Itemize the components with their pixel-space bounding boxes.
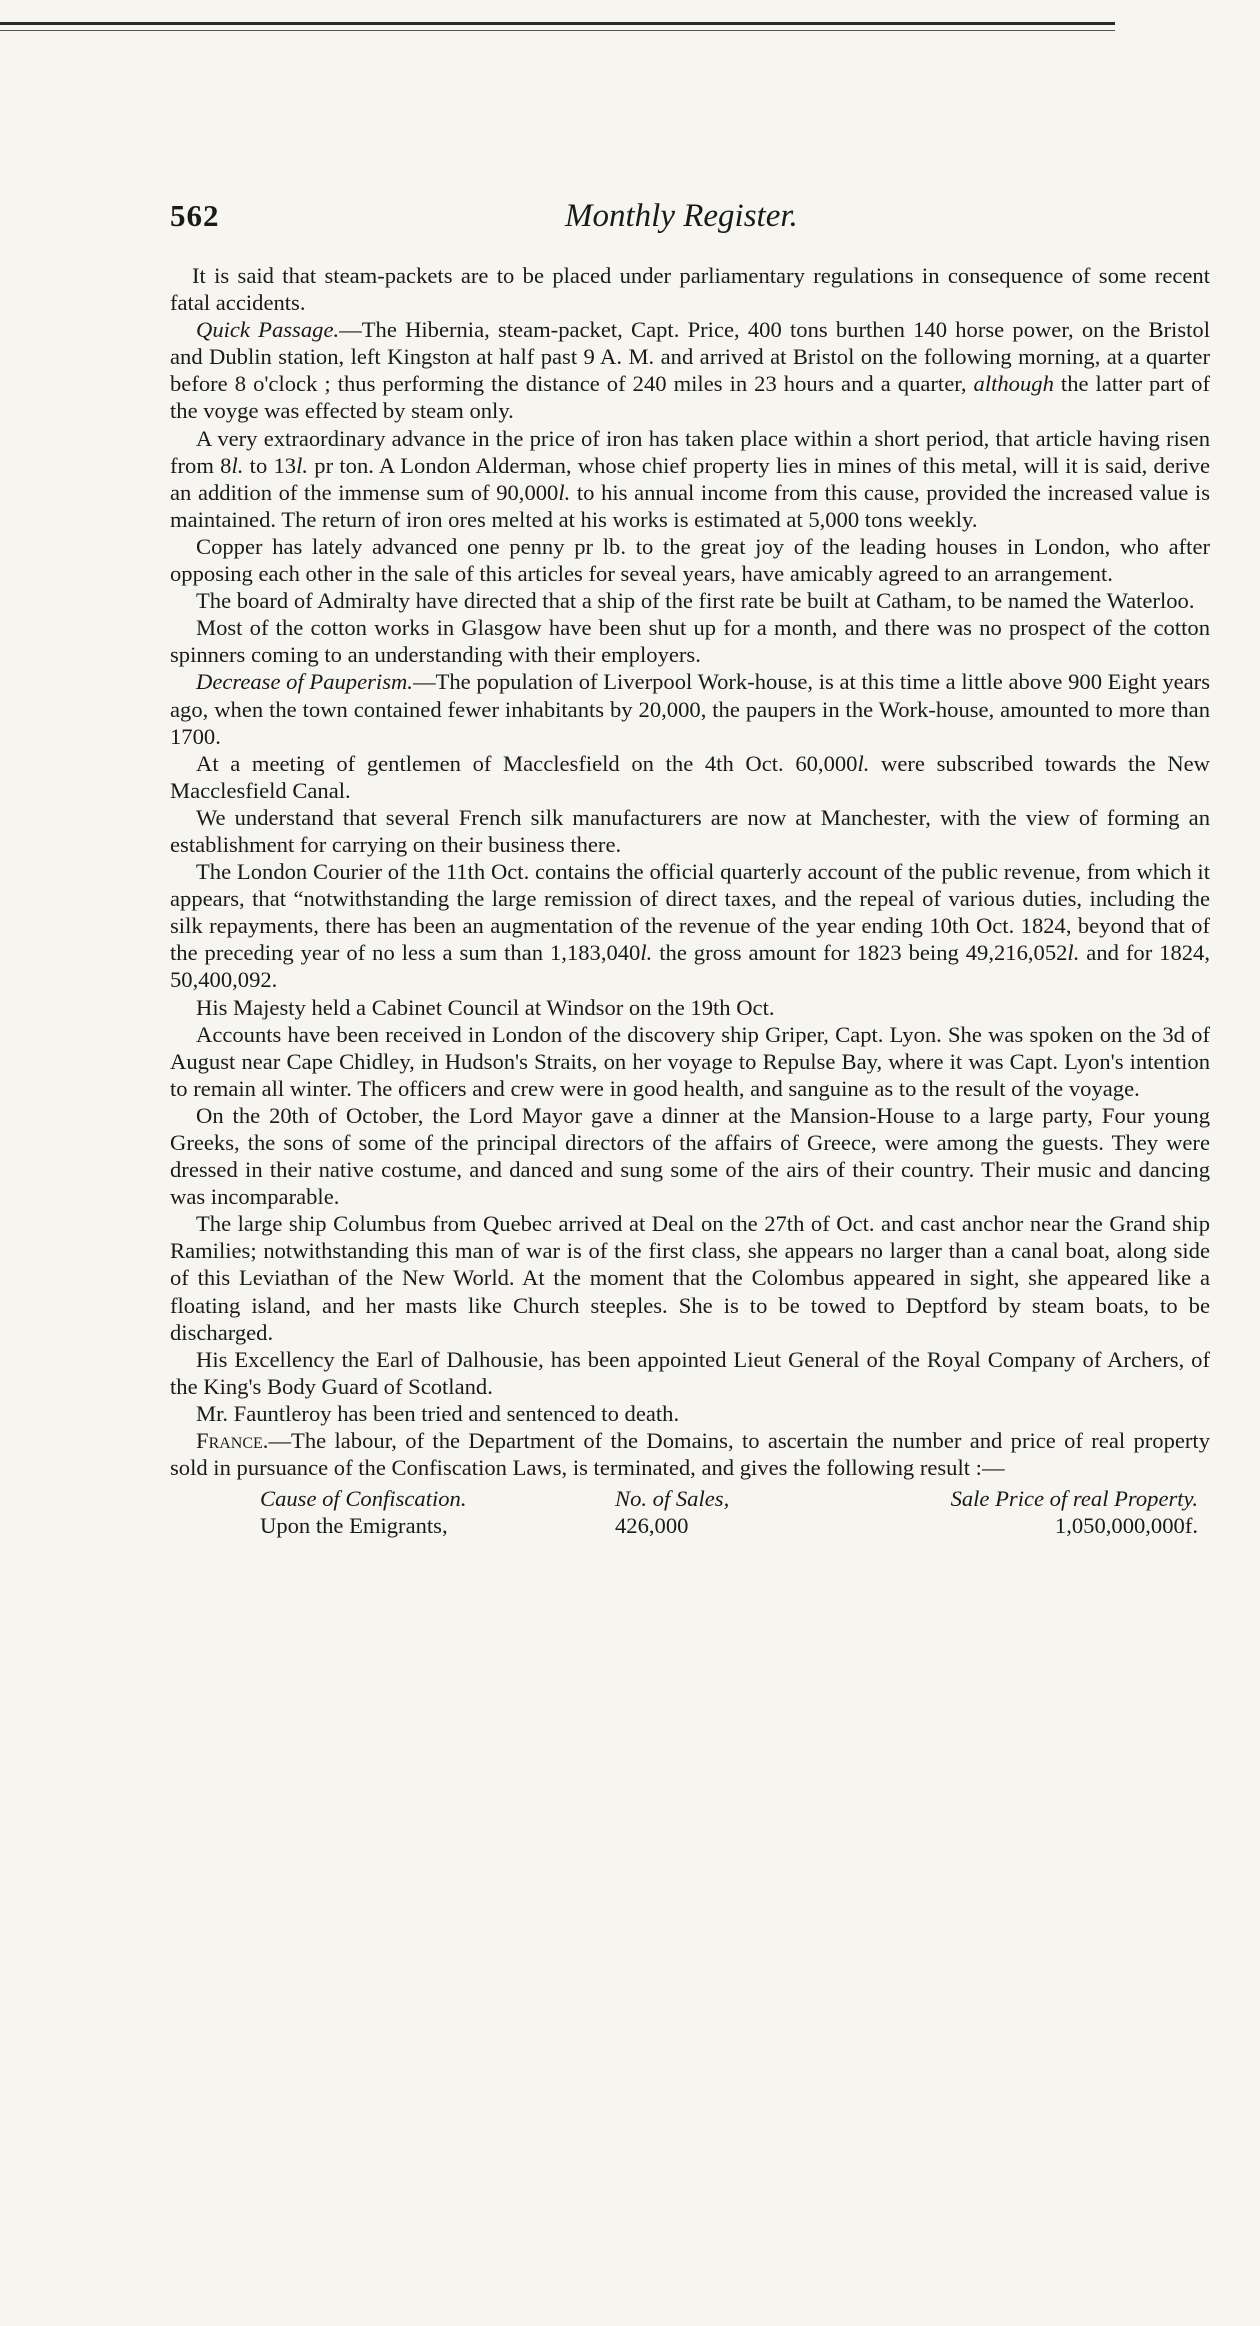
paragraph-copper: Copper has lately advanced one penny pr lb. to the great joy of the leading houses in London, who after opposing each other in the sale of this articles for seveal years, have amicably agreed to an arrangement. <box>170 533 1210 587</box>
running-title: Monthly Register. <box>565 198 798 234</box>
header-cause: Cause of Confiscation. <box>260 1486 467 1512</box>
paragraph-dalhousie: His Excellency the Earl of Dalhousie, has been appointed Lieut General of the Royal Company of Archers, of the King's Body Guard of Scotland. <box>170 1346 1210 1399</box>
paragraph-glasgow-cotton: Most of the cotton works in Glasgow have been shut up for a month, and there was no prospect of the cotton spinners coming to an understanding with their employers. <box>170 615 1210 668</box>
table-header-row <box>170 1485 1210 1512</box>
paragraph-revenue: The London Courier of the 11th Oct. contains the official quarterly account of the public revenue, from which it appears, that “notwithstanding the large remission of direct taxes, and the repeal of various duties, including the silk repayments, there has been an augmentation of the revenue of the year ending 10th Oct. 1824, beyond that of the preceding year of no less a sum than 1,183,040l. the gross amount for 1823 being 49,216,052l. and for 1824, 50,400,092. <box>170 859 1211 993</box>
header-sales: No. of Sales, <box>615 1486 730 1512</box>
page-number: 562 <box>170 198 220 233</box>
paragraph-iron-price: A very extraordinary advance in the price of iron has taken place within a short period, that article having risen from 8l. to 13l. pr ton. A London Alderman, whose chief property lies in mines of this metal, will it is said, derive an addition of the immense sum of 90,000l. to his annual income from this cause, provided the increased value is maintained. The return of iron ores melted at his works is estimated at 5,000 tons weekly. <box>170 425 1211 532</box>
article-body <box>170 262 1210 1539</box>
table-row <box>170 1512 1210 1539</box>
cell-cause: Upon the Emigrants, <box>260 1513 448 1539</box>
paragraph-macclesfield: At a meeting of gentlemen of Macclesfield on the 4th Oct. 60,000l. were subscribed towards the New Macclesfield Canal. <box>170 750 1210 803</box>
page-header <box>170 198 1210 238</box>
cell-sales: 426,000 <box>615 1513 689 1539</box>
paragraph-fauntleroy: Mr. Fauntleroy has been tried and sentenced to death. <box>196 1400 680 1426</box>
paragraph-admiralty: The board of Admiralty have directed that a ship of the first rate be built at Catham, to be named the Waterloo. <box>196 588 1195 614</box>
header-price: Sale Price of real Property. <box>950 1486 1198 1512</box>
paragraph-pauperism: Decrease of Pauperism.—The population of Liverpool Work-house, is at this time a little above 900 Eight years ago, when the town contained fewer inhabitants by 20,000, the paupers in the Work-house, amounted to more than 1700. <box>170 669 1210 749</box>
paragraph-steam-packets: It is said that steam-packets are to be placed under parliamentary regulations in consequence of some recent fatal accidents. <box>170 263 1210 316</box>
top-rule-thin <box>0 30 1115 31</box>
section-lead: Decrease of Pauperism. <box>196 669 413 695</box>
top-rule <box>0 22 1115 25</box>
paragraph-columbus: The large ship Columbus from Quebec arrived at Deal on the 27th of Oct. and cast anchor near the Grand ship Ramilies; notwithstanding this man of war is of the first class, she appears no larger than a canal boat, along side of this Leviathan of the New World. At the moment that the Colombus appeared in sight, she appeared like a floating island, and her masts like Church steeples. She is to be towed to Deptford by steam boats, to be discharged. <box>170 1211 1210 1345</box>
paragraph-cabinet-council: His Majesty held a Cabinet Council at Windsor on the 19th Oct. <box>196 994 775 1020</box>
section-lead: Quick Passage. <box>196 317 340 343</box>
paragraph-griper: Accounts have been received in London of the discovery ship Griper, Capt. Lyon. She was spoken on the 3d of August near Cape Chidley, in Hudson's Straits, on her voyage to Repulse Bay, where it was Capt. Lyon's intention to remain all winter. The officers and crew were in good health, and sanguine as to the result of the voyage. <box>170 1021 1210 1101</box>
paragraph-france: France.—The labour, of the Department of the Domains, to ascertain the number and price of real property sold in pursuance of the Confiscation Laws, is terminated, and gives the following result :— <box>170 1428 1210 1481</box>
confiscation-table <box>170 1485 1210 1539</box>
section-lead: France. <box>196 1428 269 1454</box>
cell-price: 1,050,000,000f. <box>1054 1513 1198 1539</box>
paragraph-quick-passage: Quick Passage.—The Hibernia, steam-packet, Capt. Price, 400 tons burthen 140 horse power, on the Bristol and Dublin station, left Kingston at half past 9 A. M. and arrived at Bristol on the following morning, at a quarter before 8 o'clock ; thus performing the distance of 240 miles in 23 hours and a quarter, although the latter part of the voyge was effected by steam only. <box>170 317 1210 424</box>
paragraph-french-silk: We understand that several French silk manufacturers are now at Manchester, with the view of forming an establishment for carrying on their business there. <box>170 804 1210 857</box>
paragraph-lord-mayor: On the 20th of October, the Lord Mayor gave a dinner at the Mansion-House to a large party, Four young Greeks, the sons of some of the principal directors of the affairs of Greece, were among the guests. They were dressed in their native costume, and danced and sung some of the airs of their country. Their music and dancing was incomparable. <box>170 1102 1210 1210</box>
